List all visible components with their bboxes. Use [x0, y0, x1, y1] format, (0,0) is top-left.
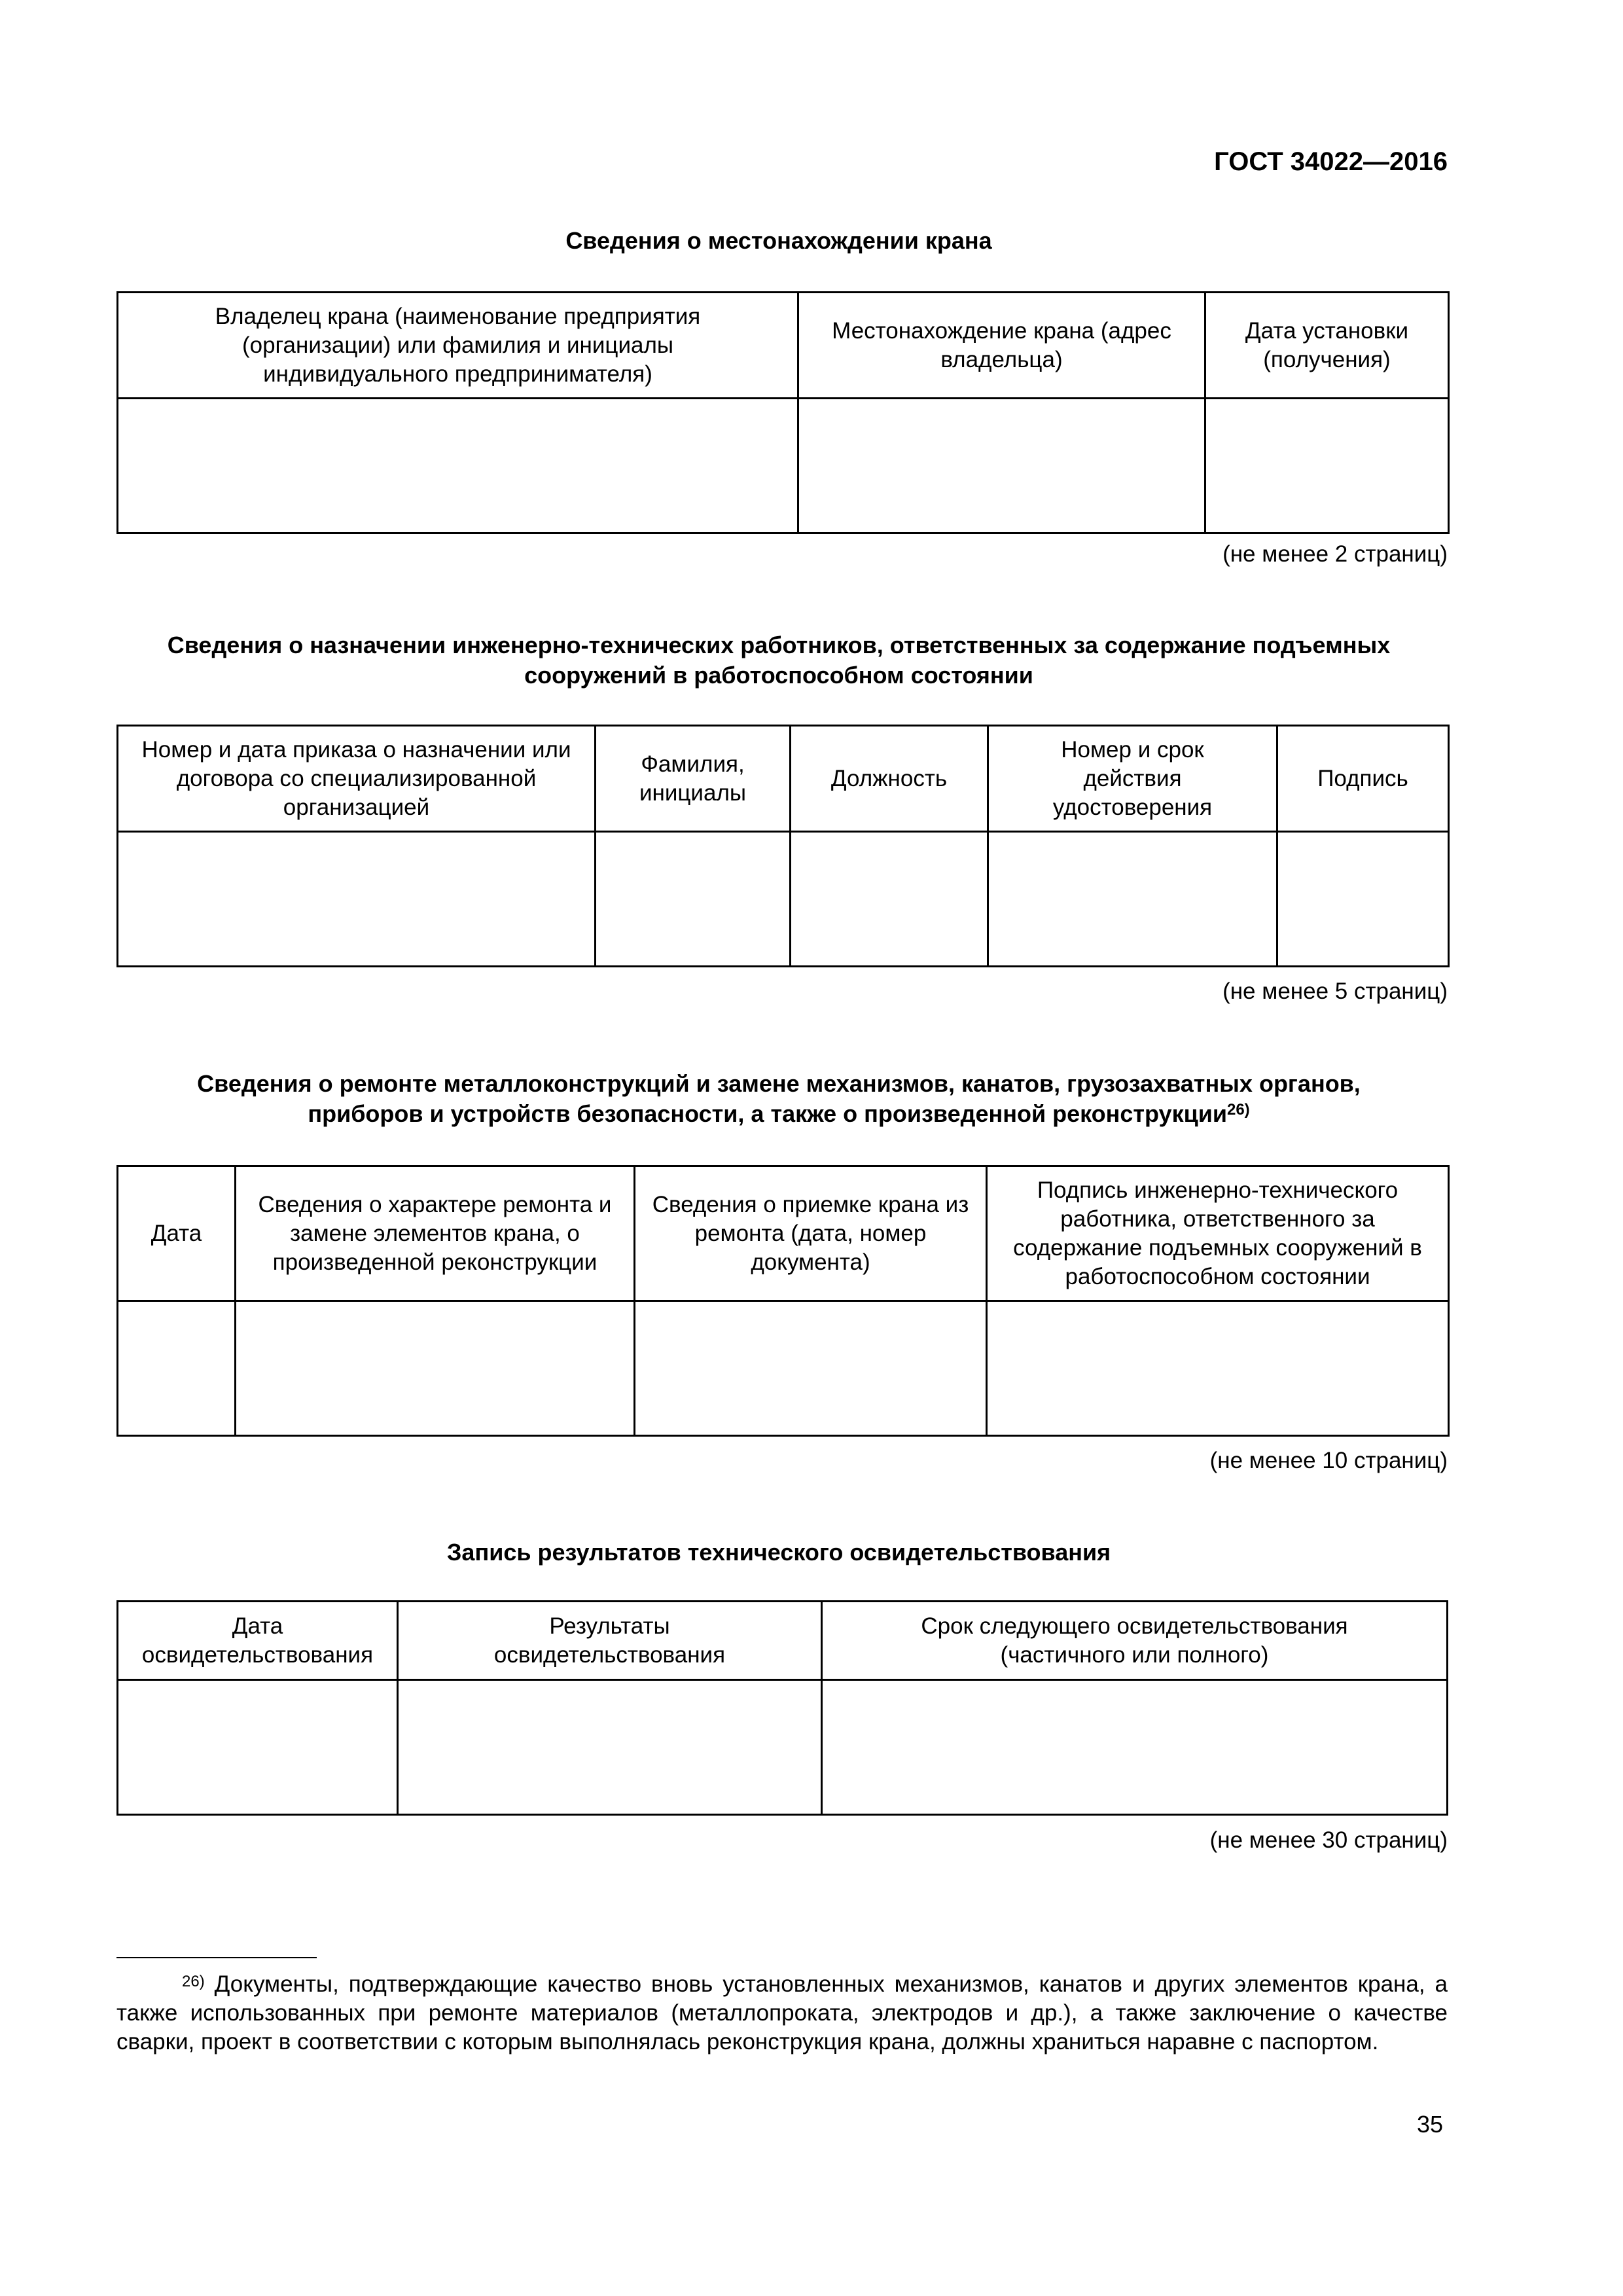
- table-cell[interactable]: [118, 399, 798, 533]
- table-cell[interactable]: [596, 832, 791, 967]
- table-header-cell: Дата: [118, 1166, 236, 1301]
- table-header-cell: Подпись: [1277, 726, 1449, 832]
- page-count-note: (не менее 10 страниц): [1209, 1448, 1448, 1473]
- table-cell[interactable]: [988, 832, 1277, 967]
- table-location: [116, 291, 1450, 534]
- section-title-text: Сведения о ремонте металлоконструкций и замене механизмов, канатов, грузозахватных органов, приборов и устройств безопасности, а также о произведенной реконструкции: [197, 1070, 1361, 1127]
- standard-designation: ГОСТ 34022—2016: [1214, 147, 1448, 176]
- table-cell[interactable]: [798, 399, 1205, 533]
- table-header-cell: Дата установки (получения): [1205, 293, 1449, 399]
- table-header-cell: Номер и срок действия удостоверения: [988, 726, 1277, 832]
- table-cell[interactable]: [1205, 399, 1449, 533]
- table-cell[interactable]: [118, 1680, 398, 1815]
- table-cell[interactable]: [791, 832, 988, 967]
- section-title-personnel: Сведения о назначении инженерно-технических работников, ответственных за содержание подъемных сооружений в работоспособном состоянии: [167, 632, 1391, 689]
- footnote-marker: 26): [182, 1973, 205, 1990]
- table-header-cell: Владелец крана (наименование предприятия (организации) или фамилия и инициалы индивидуального предпринимателя): [118, 293, 798, 399]
- table-cell[interactable]: [398, 1680, 822, 1815]
- table-cell[interactable]: [118, 1301, 236, 1436]
- footnote: [116, 1970, 1448, 2056]
- table-header-cell: Дата освидетельствования: [118, 1602, 398, 1680]
- table-cell[interactable]: [635, 1301, 987, 1436]
- table-repair: [116, 1165, 1450, 1437]
- table-header-cell: Подпись инженерно-технического работника, ответственного за содержание подъемных сооружений в работоспособном состоянии: [987, 1166, 1449, 1301]
- section-title-location: Сведения о местонахождении крана: [565, 227, 992, 254]
- table-header-cell: Местонахождение крана (адрес владельца): [798, 293, 1205, 399]
- table-inspection: [116, 1600, 1448, 1816]
- footnote-ref: 26): [1226, 1101, 1250, 1119]
- table-cell[interactable]: [1277, 832, 1449, 967]
- section-title-inspection: Запись результатов технического освидетельствования: [446, 1539, 1111, 1566]
- table-cell[interactable]: [987, 1301, 1449, 1436]
- page-count-note: (не менее 30 страниц): [1209, 1827, 1448, 1853]
- table-personnel: [116, 725, 1450, 967]
- table-header-cell: Сведения о приемке крана из ремонта (дата, номер документа): [635, 1166, 987, 1301]
- table-header-cell: Номер и дата приказа о назначении или договора со специализированной организацией: [118, 726, 596, 832]
- table-header-cell: Сведения о характере ремонта и замене элементов крана, о произведенной реконструкции: [236, 1166, 635, 1301]
- section-title-repair: [105, 1069, 1453, 1129]
- table-header-cell: Фамилия, инициалы: [596, 726, 791, 832]
- page-number: 35: [1416, 2111, 1443, 2138]
- footnote-separator: [116, 1957, 317, 1958]
- footnote-text: Документы, подтверждающие качество вновь установленных механизмов, канатов и других элементов крана, а также использованных при ремонте материалов (металлопроката, электродов и др.), а также заключение о качестве сварки, проект в соответствии с которым выполнялась реконструкция крана, должны храниться наравне с паспортом.: [116, 1971, 1448, 2054]
- page-count-note: (не менее 5 страниц): [1222, 978, 1448, 1004]
- page-count-note: (не менее 2 страниц): [1222, 541, 1448, 567]
- table-header-cell: Должность: [791, 726, 988, 832]
- table-header-cell: Результаты освидетельствования: [398, 1602, 822, 1680]
- table-cell[interactable]: [236, 1301, 635, 1436]
- table-header-cell: Срок следующего освидетельствования (частичного или полного): [822, 1602, 1448, 1680]
- table-cell[interactable]: [822, 1680, 1448, 1815]
- table-cell[interactable]: [118, 832, 596, 967]
